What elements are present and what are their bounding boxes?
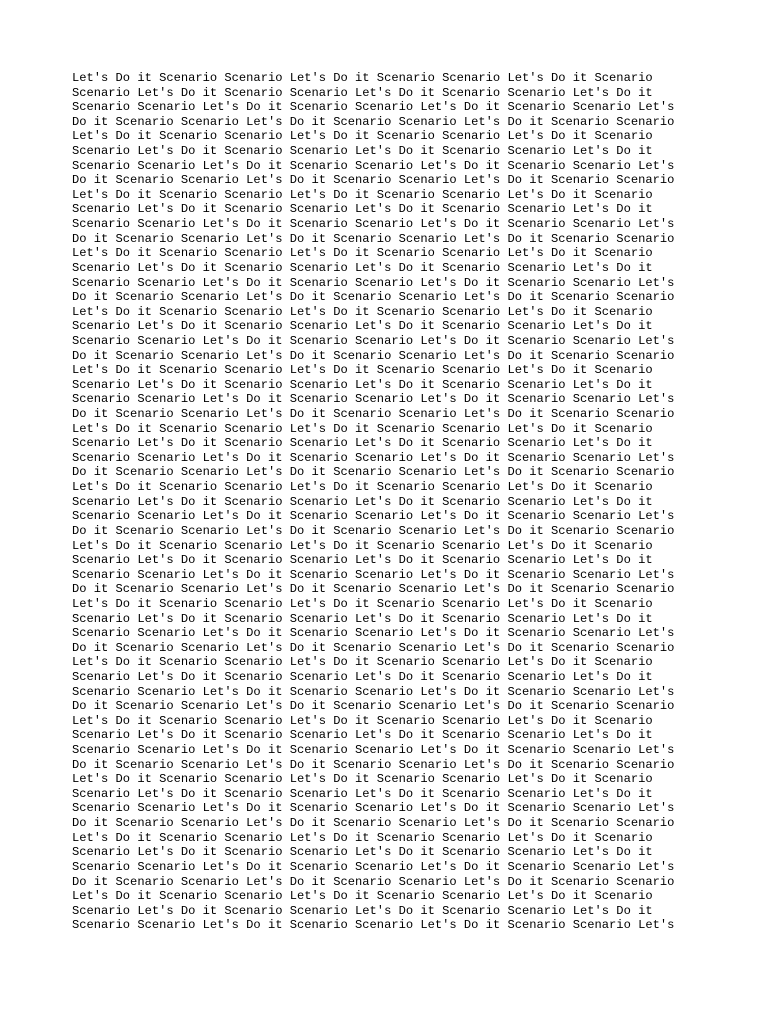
text-line: Scenario Scenario Let's Do it Scenario Scenario Let's Do it Scenario Scenario Let's: [72, 100, 675, 115]
text-line: Do it Scenario Scenario Let's Do it Scenario Scenario Let's Do it Scenario Scenario: [72, 874, 675, 889]
text-line: Do it Scenario Scenario Let's Do it Scenario Scenario Let's Do it Scenario Scenario: [72, 173, 675, 188]
text-line: Scenario Scenario Let's Do it Scenario Scenario Let's Do it Scenario Scenario Let's: [72, 859, 675, 874]
text-line: Let's Do it Scenario Scenario Let's Do it Scenario Scenario Let's Do it Scenario: [72, 655, 653, 670]
text-line: Let's Do it Scenario Scenario Let's Do it Scenario Scenario Let's Do it Scenario: [72, 304, 653, 319]
text-line: Do it Scenario Scenario Let's Do it Scenario Scenario Let's Do it Scenario Scenario: [72, 114, 675, 129]
text-line: Do it Scenario Scenario Let's Do it Scenario Scenario Let's Do it Scenario Scenario: [72, 465, 675, 480]
text-line: Let's Do it Scenario Scenario Let's Do it Scenario Scenario Let's Do it Scenario: [72, 129, 653, 144]
text-line: Do it Scenario Scenario Let's Do it Scenario Scenario Let's Do it Scenario Scenario: [72, 699, 675, 714]
text-line: Do it Scenario Scenario Let's Do it Scenario Scenario Let's Do it Scenario Scenario: [72, 231, 675, 246]
text-line: Scenario Let's Do it Scenario Scenario Let's Do it Scenario Scenario Let's Do it: [72, 85, 653, 100]
text-line: Scenario Let's Do it Scenario Scenario Let's Do it Scenario Scenario Let's Do it: [72, 845, 653, 860]
text-line: Do it Scenario Scenario Let's Do it Scenario Scenario Let's Do it Scenario Scenario: [72, 290, 675, 305]
text-line: Scenario Let's Do it Scenario Scenario Let's Do it Scenario Scenario Let's Do it: [72, 319, 653, 334]
text-line: Let's Do it Scenario Scenario Let's Do it Scenario Scenario Let's Do it Scenario: [72, 596, 653, 611]
text-line: Scenario Let's Do it Scenario Scenario Let's Do it Scenario Scenario Let's Do it: [72, 494, 653, 509]
text-line: Let's Do it Scenario Scenario Let's Do it Scenario Scenario Let's Do it Scenario: [72, 421, 653, 436]
text-line: Scenario Scenario Let's Do it Scenario Scenario Let's Do it Scenario Scenario Let's: [72, 392, 675, 407]
text-line: Scenario Let's Do it Scenario Scenario Let's Do it Scenario Scenario Let's Do it: [72, 611, 653, 626]
text-line: Scenario Let's Do it Scenario Scenario Let's Do it Scenario Scenario Let's Do it: [72, 786, 653, 801]
text-line: Let's Do it Scenario Scenario Let's Do it Scenario Scenario Let's Do it Scenario: [72, 71, 653, 85]
text-line: Scenario Let's Do it Scenario Scenario Let's Do it Scenario Scenario Let's Do it: [72, 260, 653, 275]
text-line: Scenario Let's Do it Scenario Scenario Let's Do it Scenario Scenario Let's Do it: [72, 728, 653, 743]
text-line: Scenario Let's Do it Scenario Scenario Let's Do it Scenario Scenario Let's Do it: [72, 144, 653, 159]
text-line: Scenario Scenario Let's Do it Scenario Scenario Let's Do it Scenario Scenario Let's: [72, 509, 675, 524]
text-line: Let's Do it Scenario Scenario Let's Do it Scenario Scenario Let's Do it Scenario: [72, 187, 653, 202]
text-line: Scenario Scenario Let's Do it Scenario Scenario Let's Do it Scenario Scenario Let's: [72, 918, 675, 933]
text-line: Do it Scenario Scenario Let's Do it Scenario Scenario Let's Do it Scenario Scenario: [72, 816, 675, 831]
text-line: Do it Scenario Scenario Let's Do it Scenario Scenario Let's Do it Scenario Scenario: [72, 523, 675, 538]
text-line: Scenario Let's Do it Scenario Scenario Let's Do it Scenario Scenario Let's Do it: [72, 903, 653, 918]
text-line: Do it Scenario Scenario Let's Do it Scenario Scenario Let's Do it Scenario Scenario: [72, 348, 675, 363]
text-line: Let's Do it Scenario Scenario Let's Do it Scenario Scenario Let's Do it Scenario: [72, 246, 653, 261]
text-line: Scenario Let's Do it Scenario Scenario Let's Do it Scenario Scenario Let's Do it: [72, 669, 653, 684]
text-line: Scenario Let's Do it Scenario Scenario Let's Do it Scenario Scenario Let's Do it: [72, 436, 653, 451]
text-line: Scenario Scenario Let's Do it Scenario Scenario Let's Do it Scenario Scenario Let's: [72, 743, 675, 758]
text-line: Let's Do it Scenario Scenario Let's Do it Scenario Scenario Let's Do it Scenario: [72, 830, 653, 845]
text-line: Scenario Scenario Let's Do it Scenario Scenario Let's Do it Scenario Scenario Let's: [72, 450, 675, 465]
text-line: Let's Do it Scenario Scenario Let's Do it Scenario Scenario Let's Do it Scenario: [72, 363, 653, 378]
text-line: Scenario Scenario Let's Do it Scenario Scenario Let's Do it Scenario Scenario Let's: [72, 567, 675, 582]
document-body-text: [72, 71, 674, 933]
text-line: Let's Do it Scenario Scenario Let's Do it Scenario Scenario Let's Do it Scenario: [72, 480, 653, 495]
text-line: Scenario Let's Do it Scenario Scenario Let's Do it Scenario Scenario Let's Do it: [72, 377, 653, 392]
text-line: Scenario Let's Do it Scenario Scenario Let's Do it Scenario Scenario Let's Do it: [72, 202, 653, 217]
text-line: Let's Do it Scenario Scenario Let's Do it Scenario Scenario Let's Do it Scenario: [72, 713, 653, 728]
text-line: Scenario Scenario Let's Do it Scenario Scenario Let's Do it Scenario Scenario Let's: [72, 217, 675, 232]
text-line: Scenario Scenario Let's Do it Scenario Scenario Let's Do it Scenario Scenario Let's: [72, 333, 675, 348]
text-line: Scenario Scenario Let's Do it Scenario Scenario Let's Do it Scenario Scenario Let's: [72, 275, 675, 290]
text-line: Do it Scenario Scenario Let's Do it Scenario Scenario Let's Do it Scenario Scenario: [72, 407, 675, 422]
text-line: Let's Do it Scenario Scenario Let's Do it Scenario Scenario Let's Do it Scenario: [72, 772, 653, 787]
text-line: Scenario Scenario Let's Do it Scenario Scenario Let's Do it Scenario Scenario Let's: [72, 158, 675, 173]
text-line: Scenario Scenario Let's Do it Scenario Scenario Let's Do it Scenario Scenario Let's: [72, 684, 675, 699]
text-line: Scenario Let's Do it Scenario Scenario Let's Do it Scenario Scenario Let's Do it: [72, 553, 653, 568]
text-line: Let's Do it Scenario Scenario Let's Do it Scenario Scenario Let's Do it Scenario: [72, 538, 653, 553]
text-line: Scenario Scenario Let's Do it Scenario Scenario Let's Do it Scenario Scenario Let's: [72, 801, 675, 816]
text-line: Do it Scenario Scenario Let's Do it Scenario Scenario Let's Do it Scenario Scenario: [72, 640, 675, 655]
text-line: Scenario Scenario Let's Do it Scenario Scenario Let's Do it Scenario Scenario Let's: [72, 626, 675, 641]
text-line: Do it Scenario Scenario Let's Do it Scenario Scenario Let's Do it Scenario Scenario: [72, 582, 675, 597]
text-line: Do it Scenario Scenario Let's Do it Scenario Scenario Let's Do it Scenario Scenario: [72, 757, 675, 772]
text-line: Let's Do it Scenario Scenario Let's Do it Scenario Scenario Let's Do it Scenario: [72, 889, 653, 904]
